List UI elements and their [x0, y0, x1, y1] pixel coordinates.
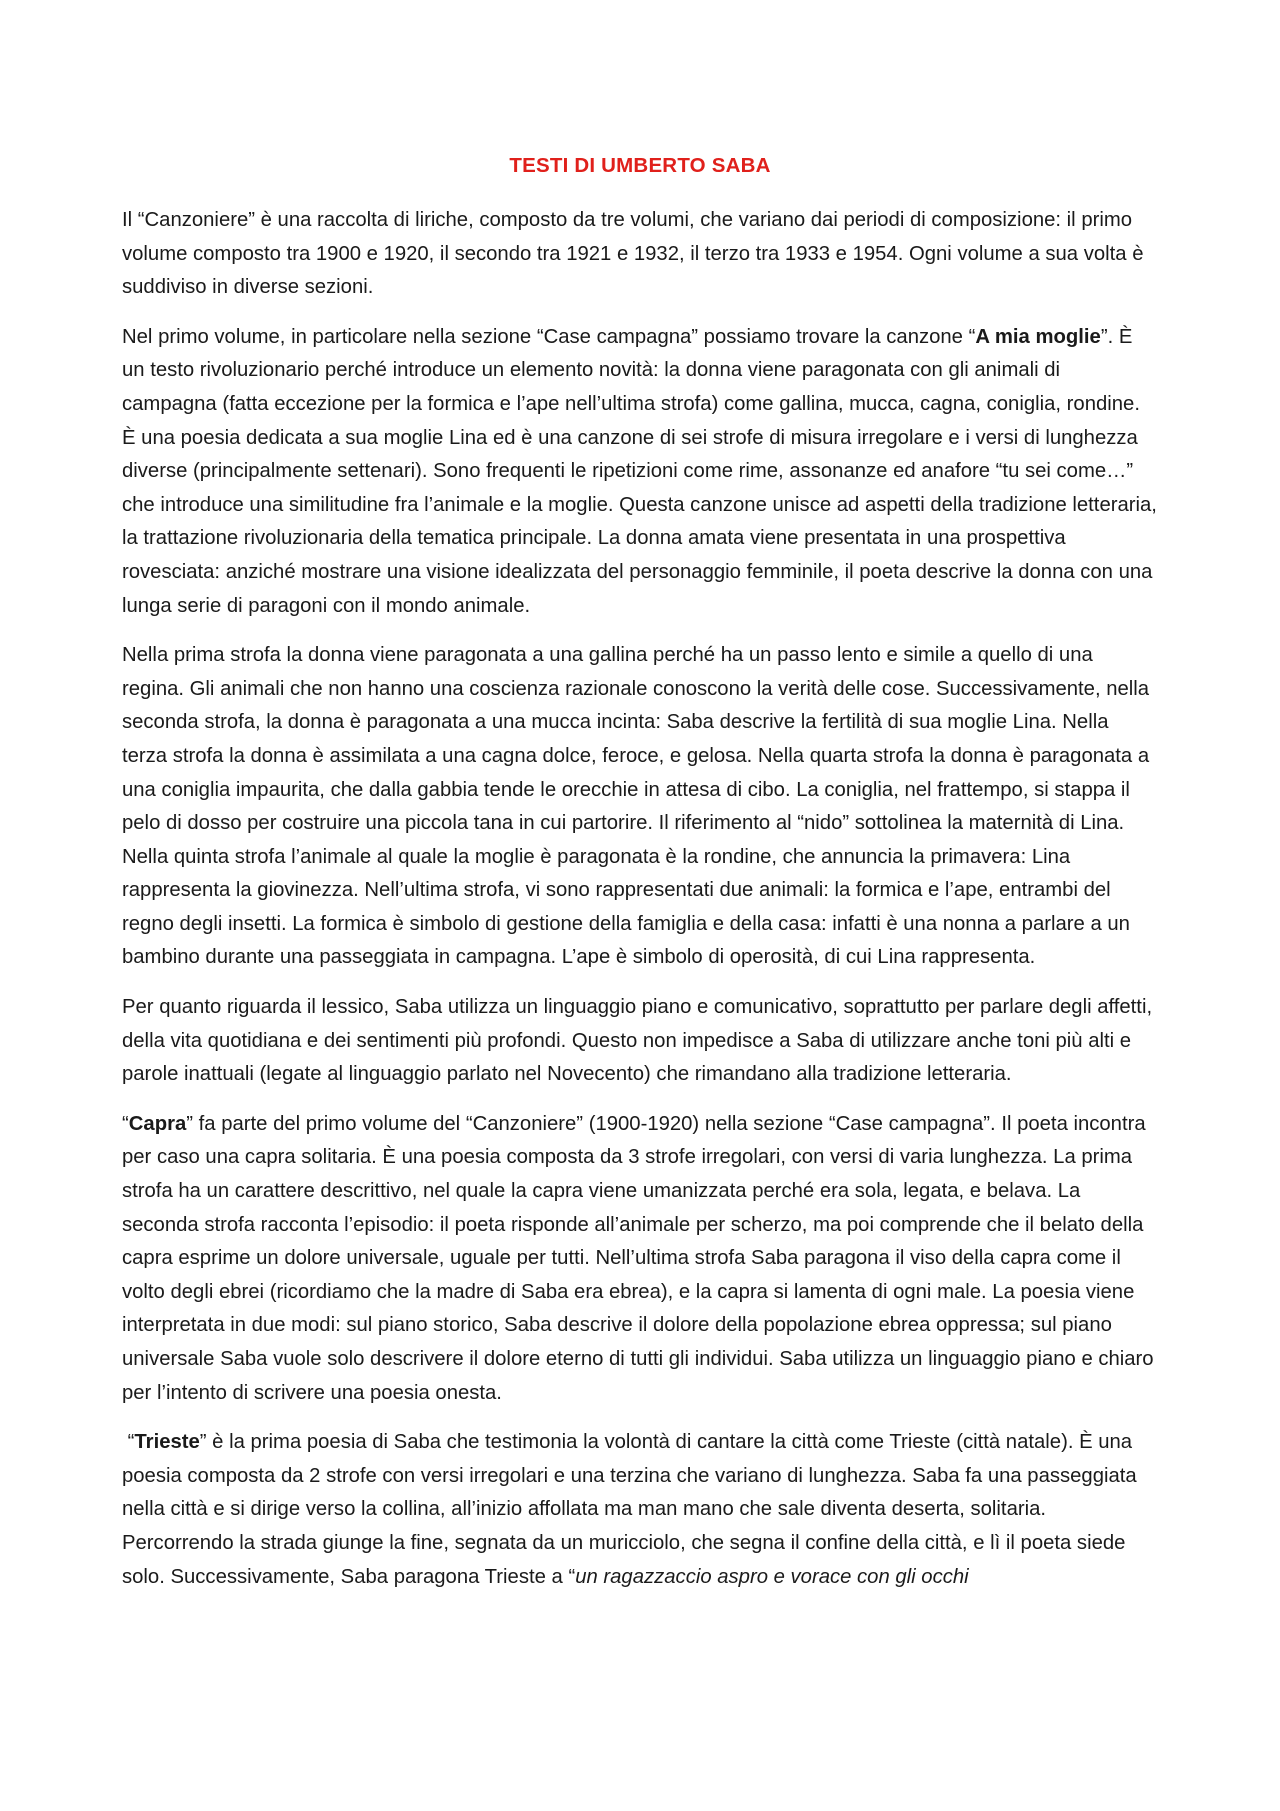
quotation: un ragazzaccio aspro e vorace con gli occhi [575, 1565, 969, 1588]
paragraph-strofe [122, 639, 1158, 975]
paragraph-text: Per quanto riguarda il lessico, Saba utilizza un linguaggio piano e comunicativo, soprattutto per parlare degli affetti, della vita quotidiana e dei sentimenti più profondi. Questo non impedisce a Saba di utilizzare anche toni più alti e parole inattuali (legate al linguaggio parlato nel Novecento) che rimandano alla tradizione letteraria. [122, 996, 1153, 1086]
paragraph-text: ” è la prima poesia di Saba che testimonia la volontà di cantare la città come Trieste (città natale). È una poesia composta da 2 strofe con versi irregolari e una terzina che variano di lunghezza. Saba fa una passeggiata nella città e si dirige verso la collina, all’inizio affollata ma man mano che sale diventa deserta, solitaria. Percorrendo la strada giunge la fine, segnata da un muricciolo, che segna il confine della città, e lì il poeta siede solo. Successivamente, Saba paragona Trieste a “ [122, 1431, 1137, 1588]
poem-title-trieste: Trieste [134, 1431, 200, 1454]
paragraph-trieste [122, 1426, 1158, 1594]
paragraph-a-mia-moglie [122, 321, 1158, 623]
paragraph-capra [122, 1108, 1158, 1410]
document-title: TESTI DI UMBERTO SABA [509, 154, 771, 177]
paragraph-text: ” fa parte del primo volume del “Canzoniere” (1900-1920) nella sezione “Case campagna”. Il poeta incontra per caso una capra solitaria. È una poesia composta da 3 strofe irregolari, con versi di varia lunghezza. La prima strofa ha un carattere descrittivo, nel quale la capra viene umanizzata perché era sola, legata, e belava. La seconda strofa racconta l’episodio: il poeta risponde all’animale per scherzo, ma poi comprende che il belato della capra esprime un dolore universale, uguale per tutti. Nell’ultima strofa Saba paragona il viso della capra come il volto degli ebrei (ricordiamo che la madre di Saba era ebrea), e la capra si lamenta di ogni male. La poesia viene interpretata in due modi: sul piano storico, Saba descrive il dolore della popolazione ebrea oppressa; sul piano universale Saba vuole solo descrivere il dolore eterno di tutti gli individui. Saba utilizza un linguaggio piano e chiaro per l’intento di scrivere una poesia onesta. [122, 1112, 1154, 1404]
paragraph-text: ”. È un testo rivoluzionario perché introduce un elemento novità: la donna viene paragonata con gli animali di campagna (fatta eccezione per la formica e l’ape nell’ultima strofa) come gallina, mucca, cagna, coniglia, rondine. È una poesia dedicata a sua moglie Lina ed è una canzone di sei strofe di misura irregolare e i versi di lunghezza diverse (principalmente settenari). Sono frequenti le ripetizioni come rime, assonanze ed anafore “tu sei come…” che introduce una similitudine fra l’animale e la moglie. Questa canzone unisce ad aspetti della tradizione letteraria, la trattazione rivoluzionaria della tematica principale. La donna amata viene presentata in una prospettiva rovesciata: anziché mostrare una visione idealizzata del personaggio femminile, il poeta descrive la donna con una lunga serie di paragoni con il mondo animale. [122, 325, 1157, 617]
paragraph-text: “ [122, 1431, 135, 1454]
paragraph-text: Nel primo volume, in particolare nella sezione “Case campagna” possiamo trovare la canzone “ [122, 325, 976, 348]
paragraph-text: “ [122, 1112, 129, 1135]
paragraph-text: Il “Canzoniere” è una raccolta di liriche, composto da tre volumi, che variano dai periodi di composizione: il primo volume composto tra 1900 e 1920, il secondo tra 1921 e 1932, il terzo tra 1933 e 1954. Ogni volume a sua volta è suddiviso in diverse sezioni. [122, 209, 1144, 299]
paragraph-text: Nella prima strofa la donna viene paragonata a una gallina perché ha un passo lento e simile a quello di una regina. Gli animali che non hanno una coscienza razionale conoscono la verità delle cose. Successivamente, nella seconda strofa, la donna è paragonata a una mucca incinta: Saba descrive la fertilità di sua moglie Lina. Nella terza strofa la donna è assimilata a una cagna dolce, feroce, e gelosa. Nella quarta strofa la donna è paragonata a una coniglia impaurita, che dalla gabbia tende le orecchie in attesa di cibo. La coniglia, nel frattempo, si stappa il pelo di dosso per costruire una piccola tana in cui partorire. Il riferimento al “nido” sottolinea la maternità di Lina. Nella quinta strofa l’animale al quale la moglie è paragonata è la rondine, che annuncia la primavera: Lina rappresenta la giovinezza. Nell’ultima strofa, vi sono rappresentati due animali: la formica e l’ape, entrambi del regno degli insetti. La formica è simbolo di gestione della famiglia e della casa: infatti è una nonna a parlare a un bambino durante una passeggiata in campagna. L’ape è simbolo di operosità, di cui Lina rappresenta. [122, 644, 1150, 969]
poem-title-capra: Capra [128, 1112, 187, 1135]
paragraph-canzoniere [122, 204, 1158, 305]
paragraph-lessico [122, 991, 1158, 1092]
poem-title-a-mia-moglie: A mia moglie [975, 325, 1101, 348]
